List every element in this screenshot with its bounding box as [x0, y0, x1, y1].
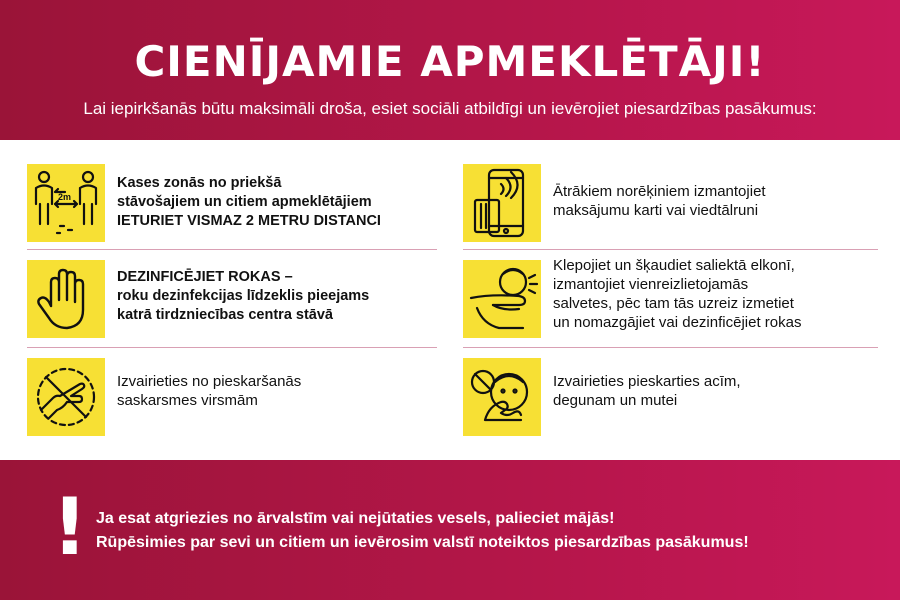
text-line: Izvairieties no pieskaršanās [117, 373, 302, 390]
text-line: izmantojiet vienreizlietojamās [553, 276, 749, 293]
footer-line-2: Rūpēsimies par sevi un citiem un ievērosim valstī noteiktos piesardzības pasākumus! [96, 534, 749, 551]
text-line: salvetes, pēc tam tās uzreiz izmetiet [553, 295, 794, 312]
guideline-text [553, 182, 883, 220]
divider [27, 249, 437, 250]
no-touch-face-icon [463, 358, 541, 436]
guideline-cough [463, 254, 878, 338]
guideline-disinfect [27, 254, 437, 338]
text-line: Klepojiet un šķaudiet saliektā elkonī, [553, 257, 795, 274]
guideline-distance [27, 158, 437, 242]
guideline-text [117, 268, 447, 325]
page-subtitle: Lai iepirkšanās būtu maksimāli droša, esiet sociāli atbildīgi un ievērojiet piesardzības pasākumus: [83, 99, 817, 118]
guideline-text [553, 372, 883, 410]
footer-line-1: Ja esat atgriezies no ārvalstīm vai nejūtaties vesels, palieciet mājās! [96, 510, 615, 527]
divider [463, 347, 878, 348]
guidelines-panel [0, 140, 900, 460]
text-line: roku dezinfekcijas līdzeklis pieejams [117, 288, 370, 304]
divider [463, 249, 878, 250]
text-line: DEZINFICĒJIET ROKAS – [117, 269, 293, 285]
text-line: IETURIET VISMAZ 2 METRU DISTANCI [117, 213, 381, 229]
text-line: Izvairieties pieskarties acīm, [553, 373, 741, 390]
divider [27, 347, 437, 348]
distance-people-icon [27, 164, 105, 242]
text-line: stāvošajiem un citiem apmeklētājiem [117, 194, 372, 210]
text-line: degunam un mutei [553, 392, 678, 409]
phone-card-payment-icon [463, 164, 541, 242]
text-line: un nomazgājiet vai dezinficējiet rokas [553, 314, 802, 331]
hand-disinfect-icon [27, 260, 105, 338]
text-line: Kases zonās no priekšā [117, 175, 282, 191]
text-line: saskarsmes virsmām [117, 392, 258, 409]
distance-label: 2m [58, 192, 72, 202]
guideline-text [117, 174, 447, 231]
text-line: Ātrākiem norēķiniem izmantojiet [553, 183, 766, 200]
no-touch-surfaces-icon [27, 358, 105, 436]
text-line: katrā tirdzniecības centra stāvā [117, 307, 333, 323]
text-line: maksājumu karti vai viedtālruni [553, 202, 759, 219]
guideline-face [463, 352, 878, 436]
warning-exclamation-icon: ! [52, 483, 88, 573]
guideline-payment [463, 158, 878, 242]
guideline-surfaces [27, 352, 437, 436]
page-title: CIENĪJAMIE APMEKLĒTĀJI! [134, 37, 766, 86]
guideline-text [117, 372, 447, 410]
guideline-text [553, 256, 883, 332]
cough-elbow-icon [463, 260, 541, 338]
header-banner [0, 0, 900, 140]
footer-banner [0, 460, 900, 600]
